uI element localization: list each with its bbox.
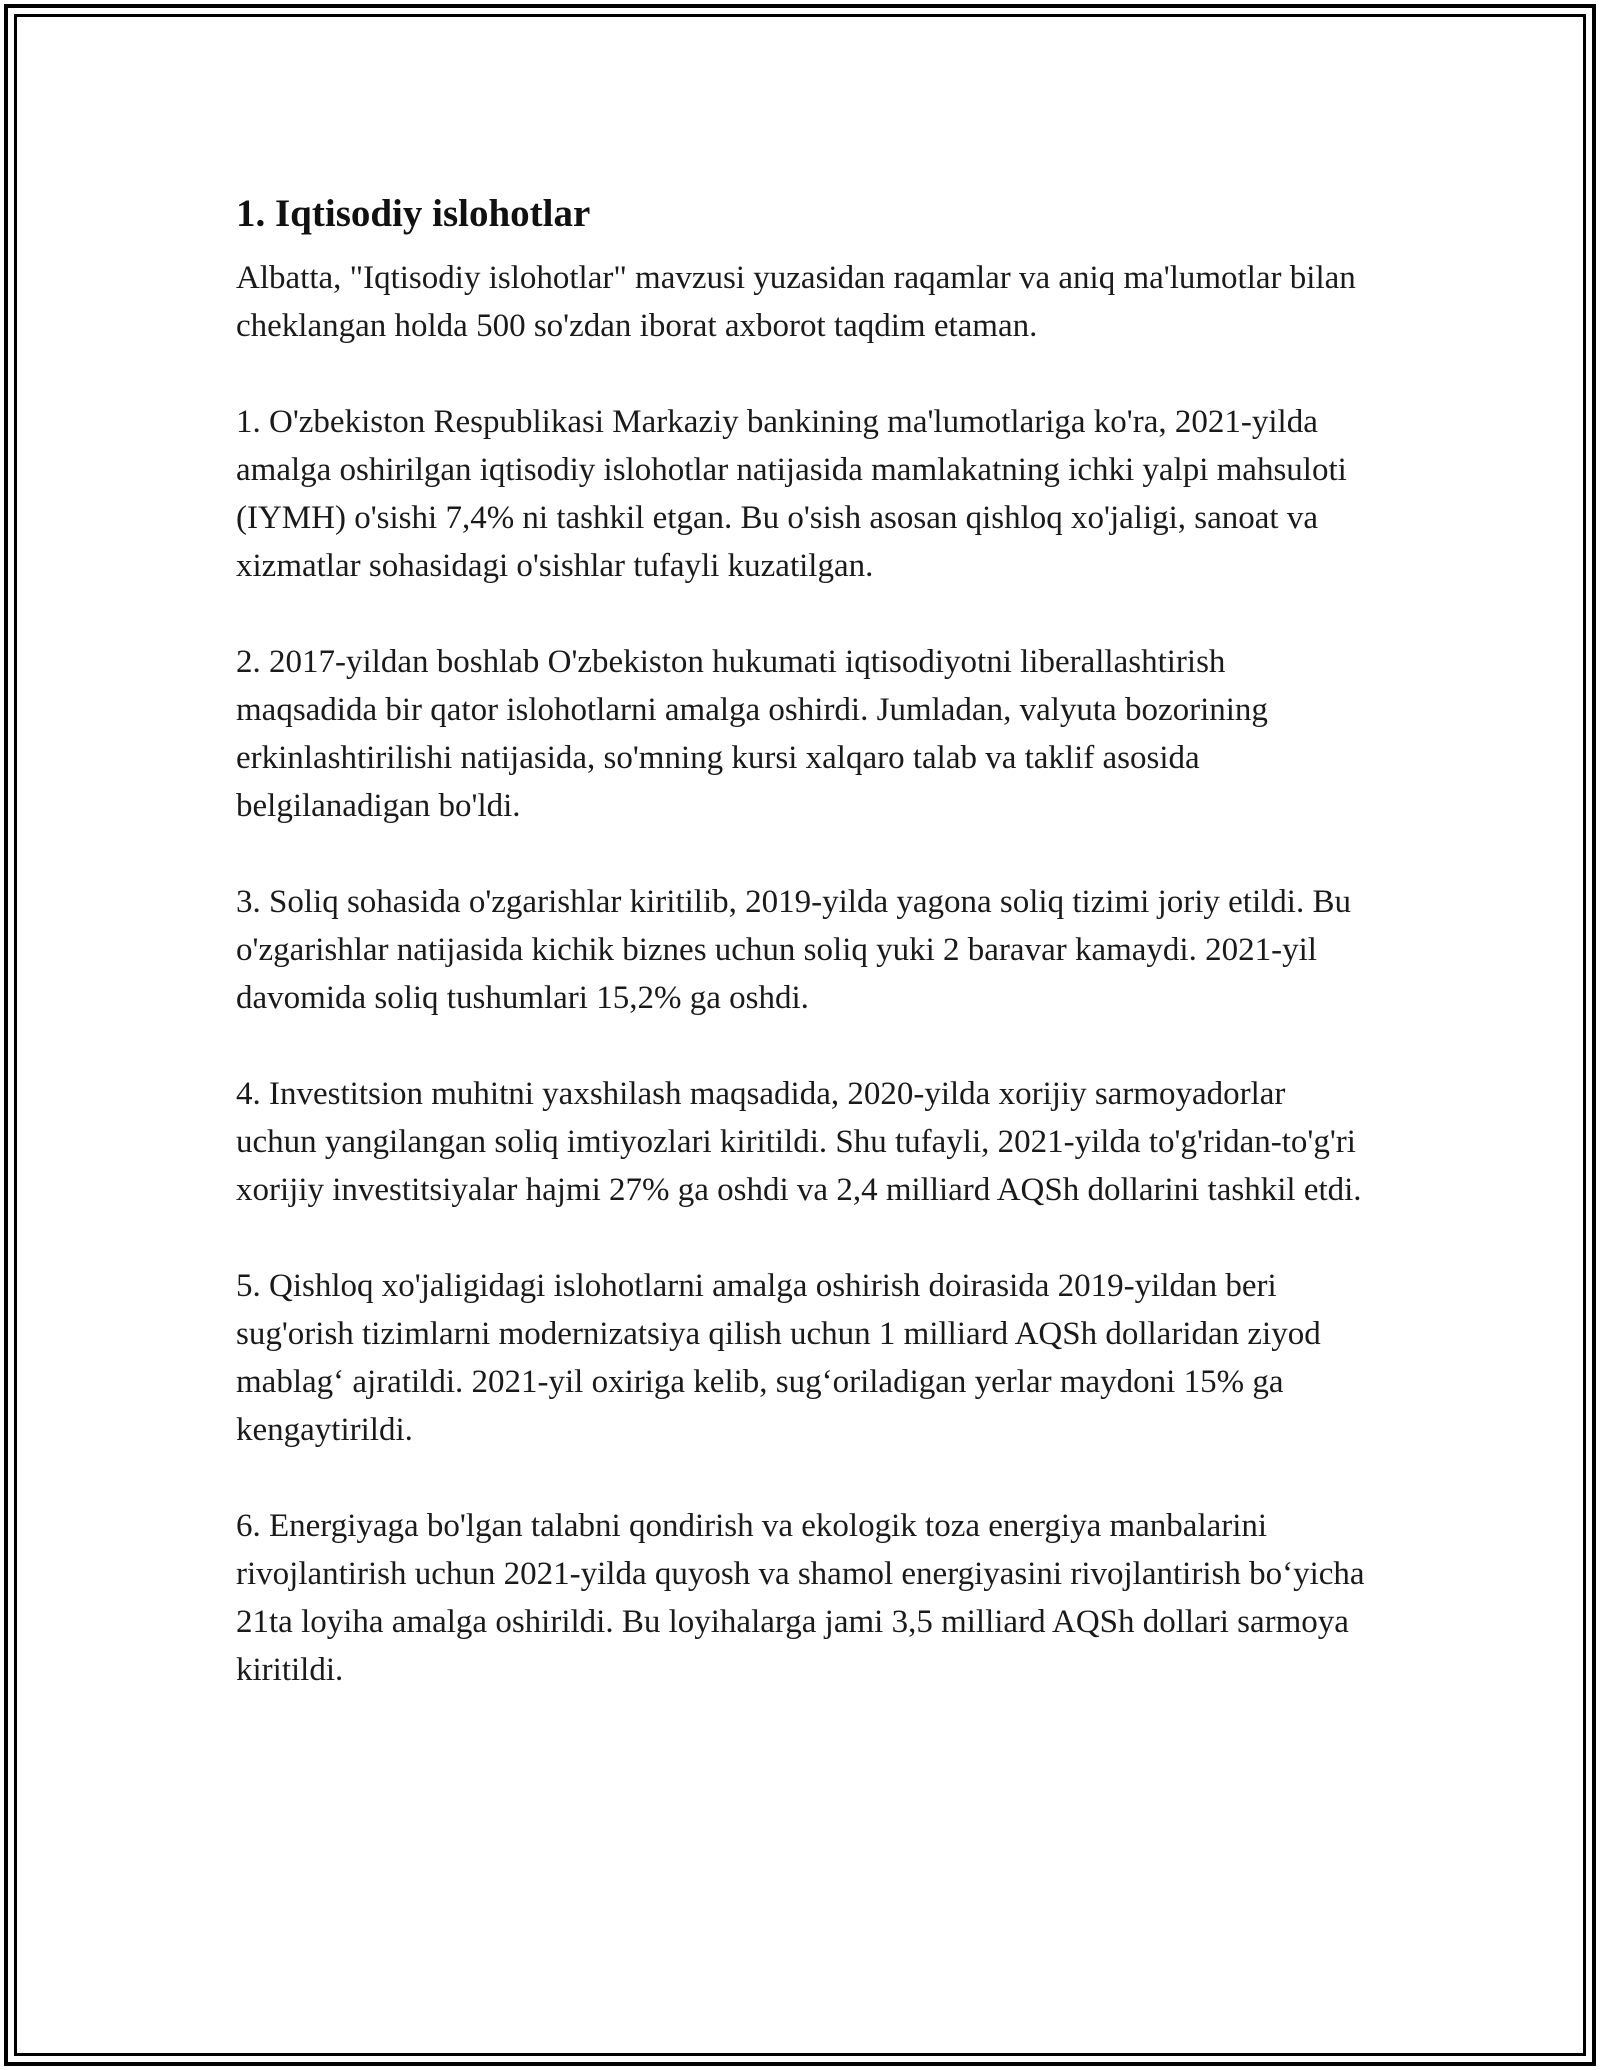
paragraph-4: 4. Investitsion muhitni yaxshilash maqsadida, 2020-yilda xorijiy sarmoyadorlar uchun yangilangan soliq imtiyozlari kiritildi. Shu tufayli, 2021-yilda to'g'ridan-to'g'ri xorijiy investitsiyalar hajmi 27% ga oshdi va 2,4 milliard AQSh dollarini tashkil etdi. [236,1076,1362,1208]
intro-paragraph: Albatta, "Iqtisodiy islohotlar" mavzusi yuzasidan raqamlar va aniq ma'lumotlar bilan cheklangan holda 500 so'zdan iborat axborot taqdim etaman. [236,260,1356,344]
document-body [236,186,1376,1694]
paragraph-3: 3. Soliq sohasida o'zgarishlar kiritilib, 2019-yilda yagona soliq tizimi joriy etildi. Bu o'zgarishlar natijasida kichik biznes uchun soliq yuki 2 baravar kamaydi. 2021-yil davomida soliq tushumlari 15,2% ga oshdi. [236,884,1351,1016]
paragraph-2: 2. 2017-yildan boshlab O'zbekiston hukumati iqtisodiyotni liberallashtirish maqsadida bir qator islohotlarni amalga oshirdi. Jumladan, valyuta bozorining erkinlashtirilishi natijasida, so'mning kursi xalqaro talab va taklif asosida belgilanadigan bo'ldi. [236,644,1268,824]
paragraph-6: 6. Energiyaga bo'lgan talabni qondirish va ekologik toza energiya manbalarini rivojlantirish uchun 2021-yilda quyosh va shamol energiyasini rivojlantirish bo‘yicha 21ta loyiha amalga oshirildi. Bu loyihalarga jami 3,5 milliard AQSh dollari sarmoya kiritildi. [236,1508,1365,1688]
paragraph-1: 1. O'zbekiston Respublikasi Markaziy bankining ma'lumotlariga ko'ra, 2021-yilda amalga oshirilgan iqtisodiy islohotlar natijasida mamlakatning ichki yalpi mahsuloti (IYMH) o'sishi 7,4% ni tashkil etgan. Bu o'sish asosan qishloq xo'jaligi, sanoat va xizmatlar sohasidagi o'sishlar tufayli kuzatilgan. [236,404,1347,584]
document-title: 1. Iqtisodiy islohotlar [236,192,591,235]
paragraph-5: 5. Qishloq xo'jaligidagi islohotlarni amalga oshirish doirasida 2019-yildan beri sug'orish tizimlarni modernizatsiya qilish uchun 1 milliard AQSh dollaridan ziyod mablag‘ ajratildi. 2021-yil oxiriga kelib, sug‘oriladigan yerlar maydoni 15% ga kengaytirildi. [236,1268,1321,1448]
